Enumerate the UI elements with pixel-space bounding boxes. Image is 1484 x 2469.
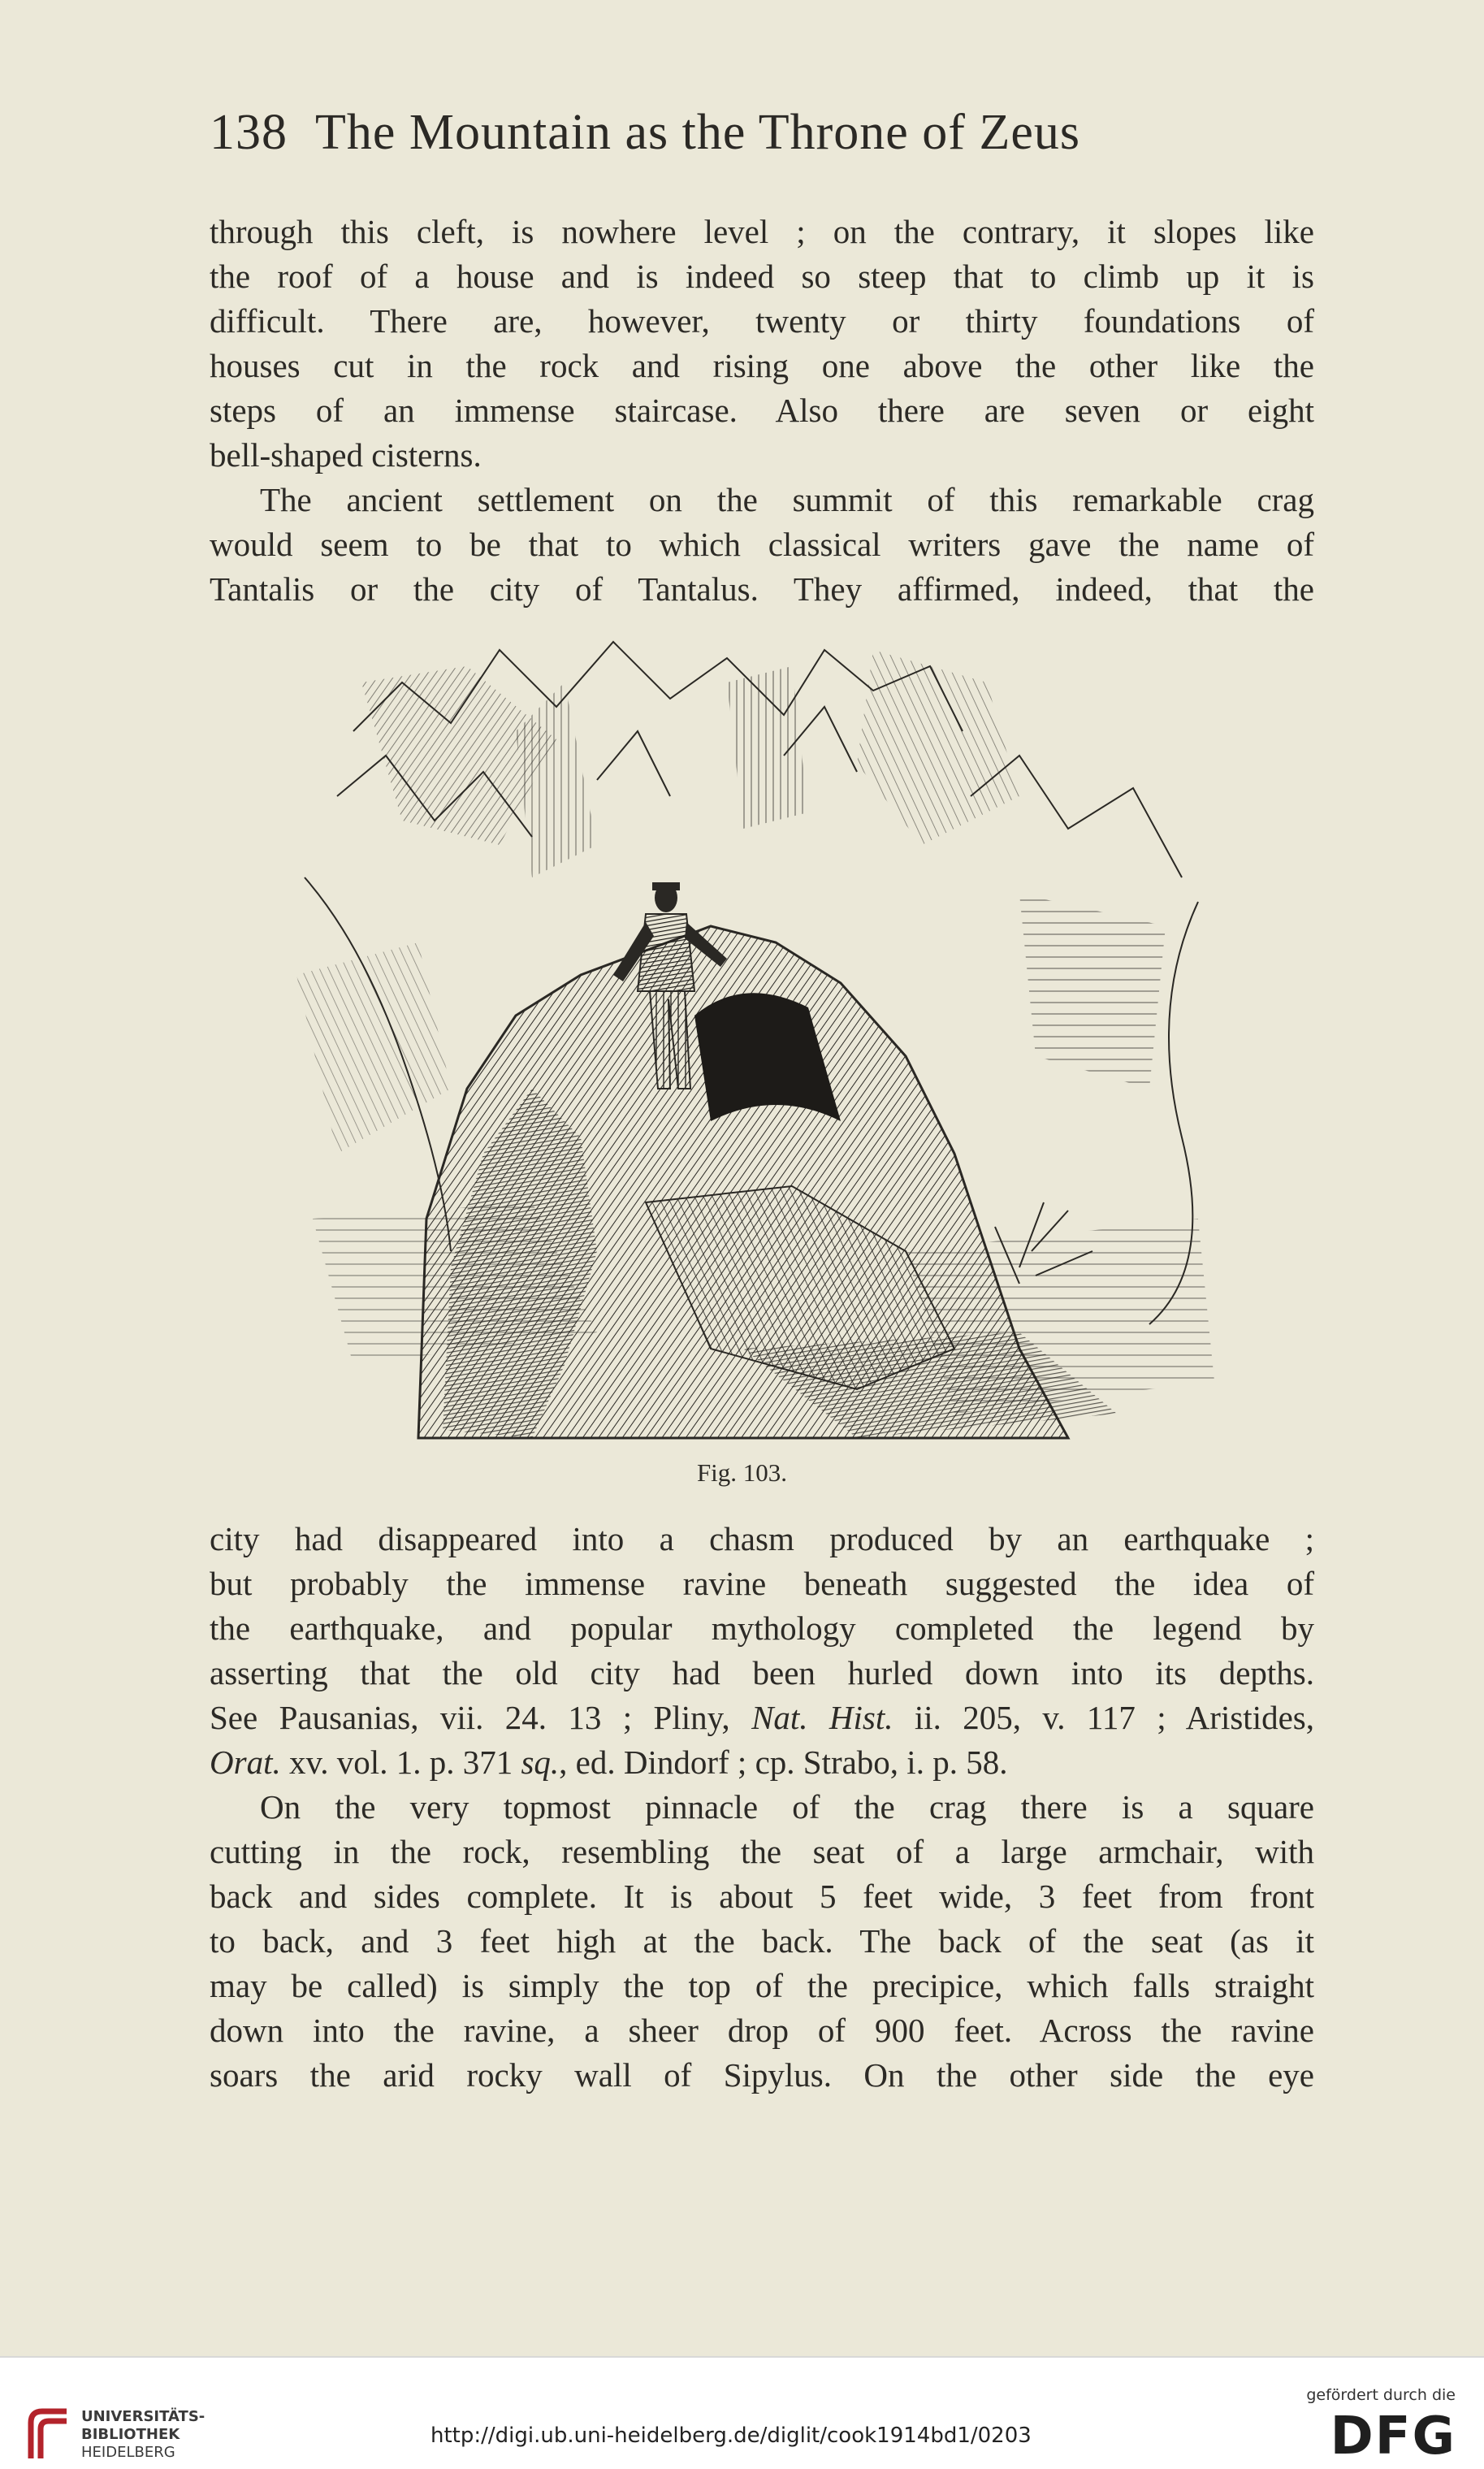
text-line: The ancient settlement on the summit of this remarkable crag: [260, 481, 1314, 518]
text-block-top: [210, 210, 1314, 612]
page-number: 138: [210, 105, 288, 160]
text-line: but probably the immense ravine beneath suggested the idea of: [210, 1565, 1314, 1602]
permalink-url[interactable]: http://digi.ub.uni-heidelberg.de/diglit/cook1914bd1/0203: [430, 2424, 1032, 2448]
running-header: [210, 104, 1306, 162]
text-line: soars the arid rocky wall of Sipylus. On the other side the eye: [210, 2056, 1314, 2094]
citation-italic: sq.: [521, 1743, 560, 1781]
text-line: through this cleft, is nowhere level ; on the contrary, it slopes like: [210, 213, 1314, 250]
text-line: to back, and 3 feet high at the back. The back of the seat (as it: [210, 1922, 1314, 1960]
text-line: steps of an immense staircase. Also there are seven or eight: [210, 392, 1314, 429]
cliff-mid2-hatch: [727, 666, 808, 829]
library-name-line: UNIVERSITÄTS-: [81, 2408, 206, 2425]
slope-left-hatch: [296, 942, 451, 1154]
citation-italic: Nat. Hist.: [751, 1699, 893, 1736]
text-line: may be called) is simply the top of the precipice, which falls straight: [210, 1967, 1314, 2004]
cliff-right-hatch: [857, 650, 1019, 845]
citation-italic: Orat.: [210, 1743, 281, 1781]
text-line: down into the ravine, a sheer drop of 900 feet. Across the ravine: [210, 2012, 1314, 2049]
citation-text: xv. vol. 1. p. 371: [280, 1743, 521, 1781]
cliff-mid-hatch: [516, 682, 597, 877]
citation-text: See Pausanias, vii. 24. 13 ; Pliny,: [210, 1699, 752, 1736]
library-name: [81, 2408, 205, 2462]
text-line: On the very topmost pinnacle of the crag there is a square: [260, 1788, 1314, 1826]
viewer-footer: [0, 2356, 1484, 2469]
citation-line: [210, 1696, 1314, 1740]
text-line: houses cut in the rock and rising one above the other like the: [210, 347, 1314, 384]
text-line: the roof of a house and is indeed so steep that to climb up it is: [210, 258, 1314, 295]
text-line: Tantalis or the city of Tantalus. They affirmed, indeed, that the: [210, 570, 1314, 608]
citation-line: [210, 1740, 1314, 1785]
library-logo-icon: [24, 2405, 73, 2462]
funding-note: gefördert durch die: [1306, 2386, 1456, 2404]
text-line: bell-shaped cisterns.: [210, 436, 482, 474]
text-line: difficult. There are, however, twenty or thirty foundations of: [210, 302, 1314, 340]
text-line: cutting in the rock, resembling the seat of a large armchair, with: [210, 1833, 1314, 1870]
slope-right-hatch: [1019, 894, 1166, 1089]
library-name-line: HEIDELBERG: [81, 2444, 175, 2461]
citation-text: ii. 205, v. 117 ; Aristides,: [893, 1699, 1314, 1736]
text-line: the earthquake, and popular mythology completed the legend by: [210, 1609, 1314, 1647]
library-name-line: BIBLIOTHEK: [81, 2426, 180, 2443]
running-title: The Mountain as the Throne of Zeus: [315, 105, 1080, 160]
figure-caption: Fig. 103.: [696, 1458, 788, 1487]
text-line: would seem to be that to which classical writers gave the name of: [210, 526, 1314, 563]
citation-text: , ed. Dindorf ; cp. Strabo, i. p. 58.: [559, 1743, 1008, 1781]
text-line: back and sides complete. It is about 5 feet wide, 3 feet from front: [210, 1878, 1314, 1915]
text-line: asserting that the old city had been hurled down into its depths.: [210, 1654, 1314, 1691]
text-line: city had disappeared into a chasm produced by an earthquake ;: [210, 1520, 1314, 1557]
funder-logo: DFG: [1330, 2406, 1456, 2467]
engraving-figure: [288, 634, 1222, 1450]
text-block-bottom: [210, 1517, 1314, 2098]
